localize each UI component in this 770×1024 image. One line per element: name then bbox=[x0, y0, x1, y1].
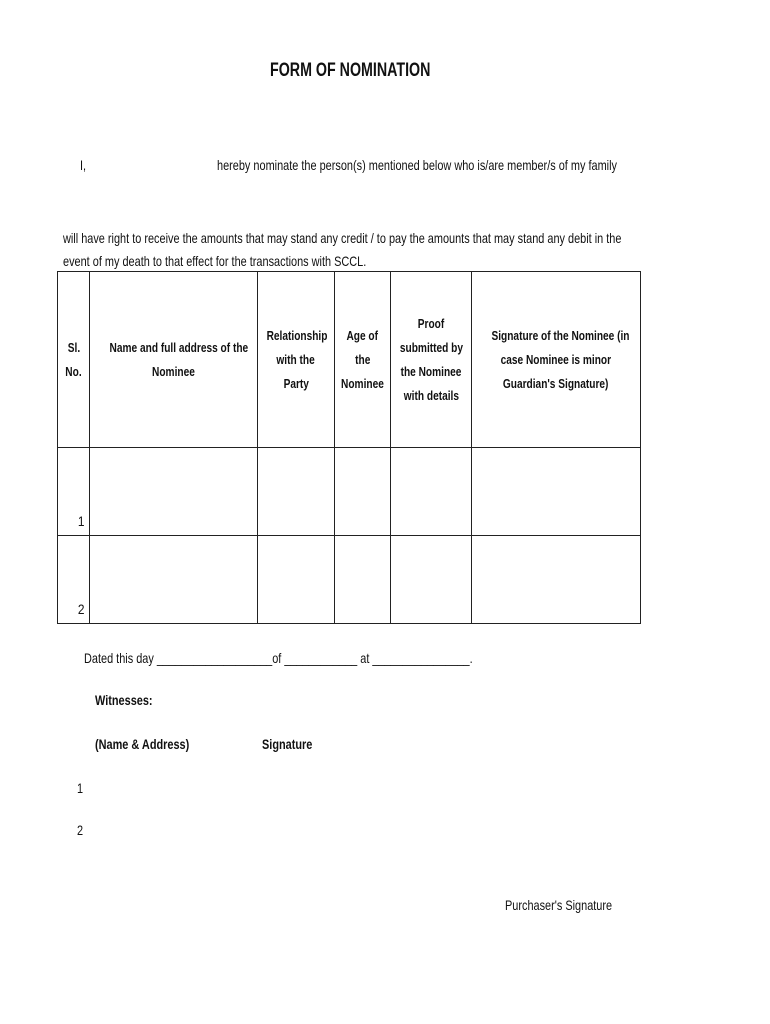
page-title: FORM OF NOMINATION bbox=[270, 60, 431, 81]
intro-line-3: event of my death to that effect for the transactions with SCCL. bbox=[63, 253, 367, 269]
header-sl-line2: No. bbox=[65, 363, 82, 379]
witness-number: 1 bbox=[77, 780, 84, 796]
relationship-cell[interactable] bbox=[258, 536, 335, 624]
intro-line-2: will have right to receive the amounts that may stand any credit / to pay the amounts that may stand any debit in the bbox=[63, 230, 622, 246]
header-relationship bbox=[258, 272, 335, 448]
header-rel-line1: Relationship bbox=[266, 328, 328, 343]
witnesses-label: Witnesses: bbox=[95, 692, 153, 708]
age-cell[interactable] bbox=[335, 448, 391, 536]
header-signature bbox=[472, 272, 641, 448]
signature-cell[interactable] bbox=[472, 536, 641, 624]
header-name-line1: Name and full address of the bbox=[109, 339, 249, 355]
header-name-line2: Nominee bbox=[152, 363, 195, 379]
header-proof-line4: with details bbox=[403, 388, 459, 403]
nominee-name-cell[interactable] bbox=[90, 536, 258, 624]
header-sl-no bbox=[58, 272, 90, 448]
age-cell[interactable] bbox=[335, 536, 391, 624]
name-address-label: (Name & Address) bbox=[95, 736, 190, 752]
header-proof bbox=[391, 272, 472, 448]
header-age-line3: Nominee bbox=[341, 376, 384, 391]
header-proof-line1: Proof bbox=[417, 316, 445, 331]
purchaser-signature-label: Purchaser's Signature bbox=[505, 897, 613, 913]
signature-cell[interactable] bbox=[472, 448, 641, 536]
signature-label: Signature bbox=[262, 736, 313, 752]
witness-number: 2 bbox=[77, 822, 84, 838]
table-row bbox=[58, 536, 641, 624]
header-proof-line3: the Nominee bbox=[400, 364, 462, 379]
intro-statement: hereby nominate the person(s) mentioned below who is/are member/s of my family bbox=[217, 157, 617, 173]
row-sl-number: 2 bbox=[78, 601, 85, 617]
dated-line: Dated this day ___________________of ____________ at ________________. bbox=[84, 650, 473, 666]
header-rel-line2: with the bbox=[276, 352, 316, 367]
relationship-cell[interactable] bbox=[258, 448, 335, 536]
header-sl-line1: Sl. bbox=[67, 339, 80, 355]
proof-cell[interactable] bbox=[391, 448, 472, 536]
intro-pronoun: I, bbox=[80, 157, 87, 173]
header-proof-line2: submitted by bbox=[399, 340, 464, 355]
header-sig-line1: Signature of the Nominee (in bbox=[491, 328, 630, 343]
nominee-name-cell[interactable] bbox=[90, 448, 258, 536]
table-row bbox=[58, 448, 641, 536]
proof-cell[interactable] bbox=[391, 536, 472, 624]
nominee-table bbox=[57, 271, 641, 624]
header-name-address bbox=[90, 272, 258, 448]
header-age-line1: Age of bbox=[346, 328, 379, 343]
header-rel-line3: Party bbox=[283, 376, 309, 391]
row-sl-cell bbox=[58, 448, 90, 536]
row-sl-number: 1 bbox=[78, 513, 85, 529]
header-sig-line2: case Nominee is minor bbox=[500, 352, 612, 367]
header-age bbox=[335, 272, 391, 448]
table-header-row bbox=[58, 272, 641, 448]
header-sig-line3: Guardian's Signature) bbox=[503, 376, 609, 391]
row-sl-cell bbox=[58, 536, 90, 624]
header-age-line2: the bbox=[354, 352, 371, 367]
